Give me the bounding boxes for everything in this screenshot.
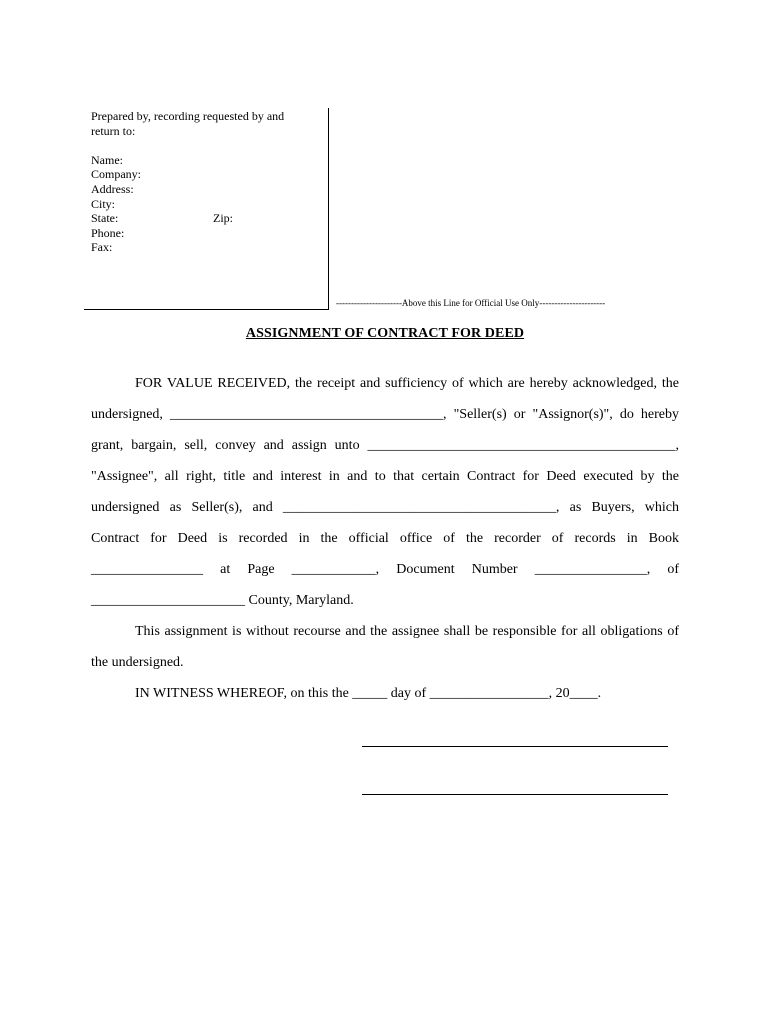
official-use-divider: ----------------------Above this Line for Official Use Only---------------------- (336, 298, 606, 308)
state-zip-row (91, 211, 326, 226)
phone-label: Phone: (91, 225, 125, 240)
assignment-paragraph: FOR VALUE RECEIVED, the receipt and sufficiency of which are hereby acknowledged, the undersigned, _______________________________________, "Seller(s) or "Assignor(s)", do hereby grant, bargain, sell, convey and assign unto ____________________________________________, "Assignee", all right, title and interest in and to that certain Contract for Deed executed by the undersigned as Seller(s), and _______________________________________, as Buyers, which Contract for Deed is recorded in the official office of the recorder of records in Book ________________ at Page ____________, Document Number ________________, of ______________________ County, Maryland. (91, 376, 679, 608)
document-body (91, 368, 679, 709)
fax-label: Fax: (91, 240, 113, 255)
company-label: Company: (91, 167, 141, 182)
address-label: Address: (91, 181, 134, 196)
prepared-by-text: Prepared by, recording requested by and (91, 109, 285, 123)
signature-line-1 (362, 746, 668, 747)
state-label: State: (91, 211, 119, 226)
signature-line-2 (362, 794, 668, 795)
city-label: City: (91, 196, 116, 211)
recording-info-block (91, 109, 326, 255)
document-title: ASSIGNMENT OF CONTRACT FOR DEED (245, 326, 525, 341)
witness-paragraph: IN WITNESS WHEREOF, on this the _____ day of _________________, 20____. (135, 686, 602, 701)
return-to-text: return to: (91, 123, 136, 138)
zip-label: Zip: (213, 211, 233, 226)
recourse-paragraph: This assignment is without recourse and the assignee shall be responsible for all obligations of the undersigned. (91, 624, 679, 670)
name-label: Name: (91, 152, 123, 167)
